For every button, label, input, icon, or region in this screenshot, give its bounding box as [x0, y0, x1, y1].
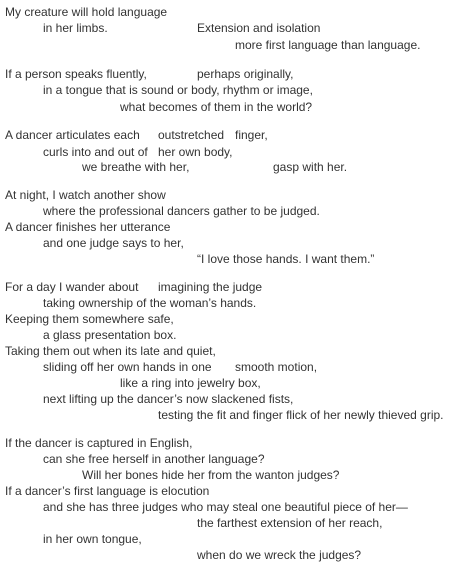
poem-line: Will her bones hide her from the wanton judges? — [82, 468, 340, 482]
poem-line: imagining the judge — [158, 280, 263, 294]
poem-line: finger, — [235, 128, 268, 142]
poem-line: next lifting up the dancer’s now slackened fists, — [43, 392, 294, 406]
poem-line: testing the fit and finger flick of her newly thieved grip. — [158, 408, 444, 422]
poem-line: curls into and out of — [43, 145, 148, 159]
poem-line: can she free herself in another language? — [43, 452, 265, 466]
poem-line: in her own tongue, — [43, 532, 142, 546]
poem-line: outstretched — [158, 128, 225, 142]
poem-line: in her limbs. — [43, 21, 108, 35]
poem-line: and she has three judges who may steal one beautiful piece of her— — [43, 500, 408, 514]
poem-line: My creature will hold language — [5, 5, 168, 19]
poem-line: If a dancer’s first language is elocution — [5, 484, 210, 498]
poem-line: If a person speaks fluently, — [5, 67, 147, 81]
poem-line: what becomes of them in the world? — [120, 100, 313, 114]
poem-line: where the professional dancers gather to be judged. — [43, 204, 320, 218]
poem-line: A dancer finishes her utterance — [5, 220, 171, 234]
poem-line: more first language than language. — [235, 38, 421, 52]
poem-line: At night, I watch another show — [5, 188, 166, 202]
poem-line: in a tongue that is sound or body, rhythm or image, — [43, 83, 313, 97]
poem-line: If the dancer is captured in English, — [5, 436, 193, 450]
poem-line: her own body, — [158, 145, 233, 159]
poem-line: “I love those hands. I want them.” — [197, 252, 375, 266]
poem-line: like a ring into jewelry box, — [120, 376, 261, 390]
poem-line: gasp with her. — [273, 160, 348, 174]
poem-line: sliding off her own hands in one — [43, 360, 212, 374]
poem-line: For a day I wander about — [5, 280, 139, 294]
poem-line: the farthest extension of her reach, — [197, 516, 383, 530]
poem-line: smooth motion, — [235, 360, 318, 374]
poem-line: and one judge says to her, — [43, 236, 184, 250]
poem-line: when do we wreck the judges? — [197, 548, 362, 562]
poem-line: we breathe with her, — [82, 160, 190, 174]
poem-line: Taking them out when its late and quiet, — [5, 344, 216, 358]
poem-line: Extension and isolation — [197, 21, 321, 35]
poem-line: a glass presentation box. — [43, 328, 177, 342]
poem-line: A dancer articulates each — [5, 128, 140, 142]
poem-line: perhaps originally, — [197, 67, 294, 81]
poem-line: Keeping them somewhere safe, — [5, 312, 174, 326]
poem-line: taking ownership of the woman’s hands. — [43, 296, 257, 310]
